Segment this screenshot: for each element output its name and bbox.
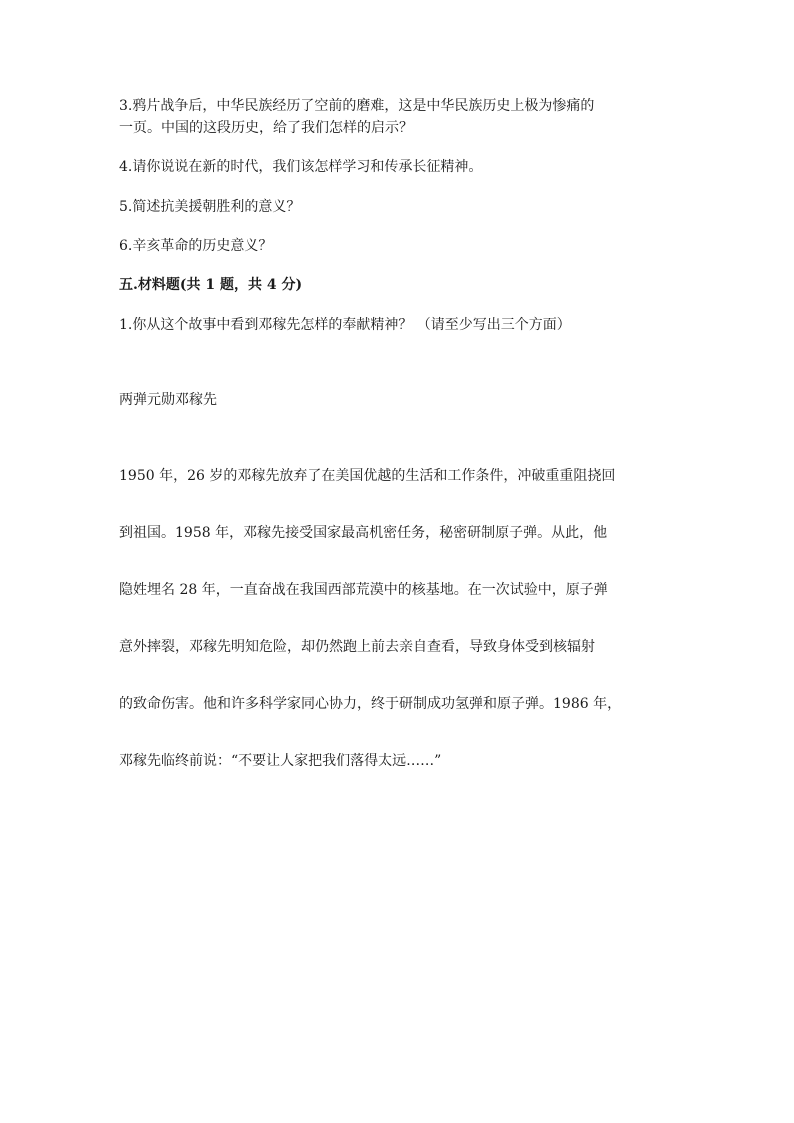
material-line-6: 邓稼先临终前说：“不要让人家把我们落得太远……” xyxy=(119,753,442,769)
question-3-line-2: 一页。中国的这段历史，给了我们怎样的启示？ xyxy=(119,120,413,136)
question-4: 4.请你说说在新的时代，我们该怎样学习和传承长征精神。 xyxy=(119,159,483,175)
material-question-1: 1.你从这个故事中看到邓稼先怎样的奉献精神？ （请至少写出三个方面） xyxy=(119,317,571,333)
question-5: 5.简述抗美援朝胜利的意义？ xyxy=(119,199,301,215)
question-3-line-1: 3.鸦片战争后，中华民族经历了空前的磨难，这是中华民族历史上极为惨痛的 xyxy=(119,98,595,114)
question-6: 6.辛亥革命的历史意义？ xyxy=(119,238,273,254)
material-line-2: 到祖国。1958 年，邓稼先接受国家最高机密任务，秘密研制原子弹。从此，他 xyxy=(119,525,608,541)
section-heading-material: 五.材料题(共 1 题，共 4 分) xyxy=(119,277,303,293)
material-line-5: 的致命伤害。他和许多科学家同心协力，终于研制成功氢弹和原子弹。1986 年， xyxy=(119,696,622,712)
material-title: 两弹元勋邓稼先 xyxy=(119,392,217,408)
material-line-1: 1950 年，26 岁的邓稼先放弃了在美国优越的生活和工作条件，冲破重重阻挠回 xyxy=(119,468,616,484)
material-line-3: 隐姓埋名 28 年，一直奋战在我国西部荒漠中的核基地。在一次试验中，原子弹 xyxy=(119,582,608,598)
material-line-4: 意外摔裂，邓稼先明知危险，却仍然跑上前去亲自查看，导致身体受到核辐射 xyxy=(119,639,595,655)
